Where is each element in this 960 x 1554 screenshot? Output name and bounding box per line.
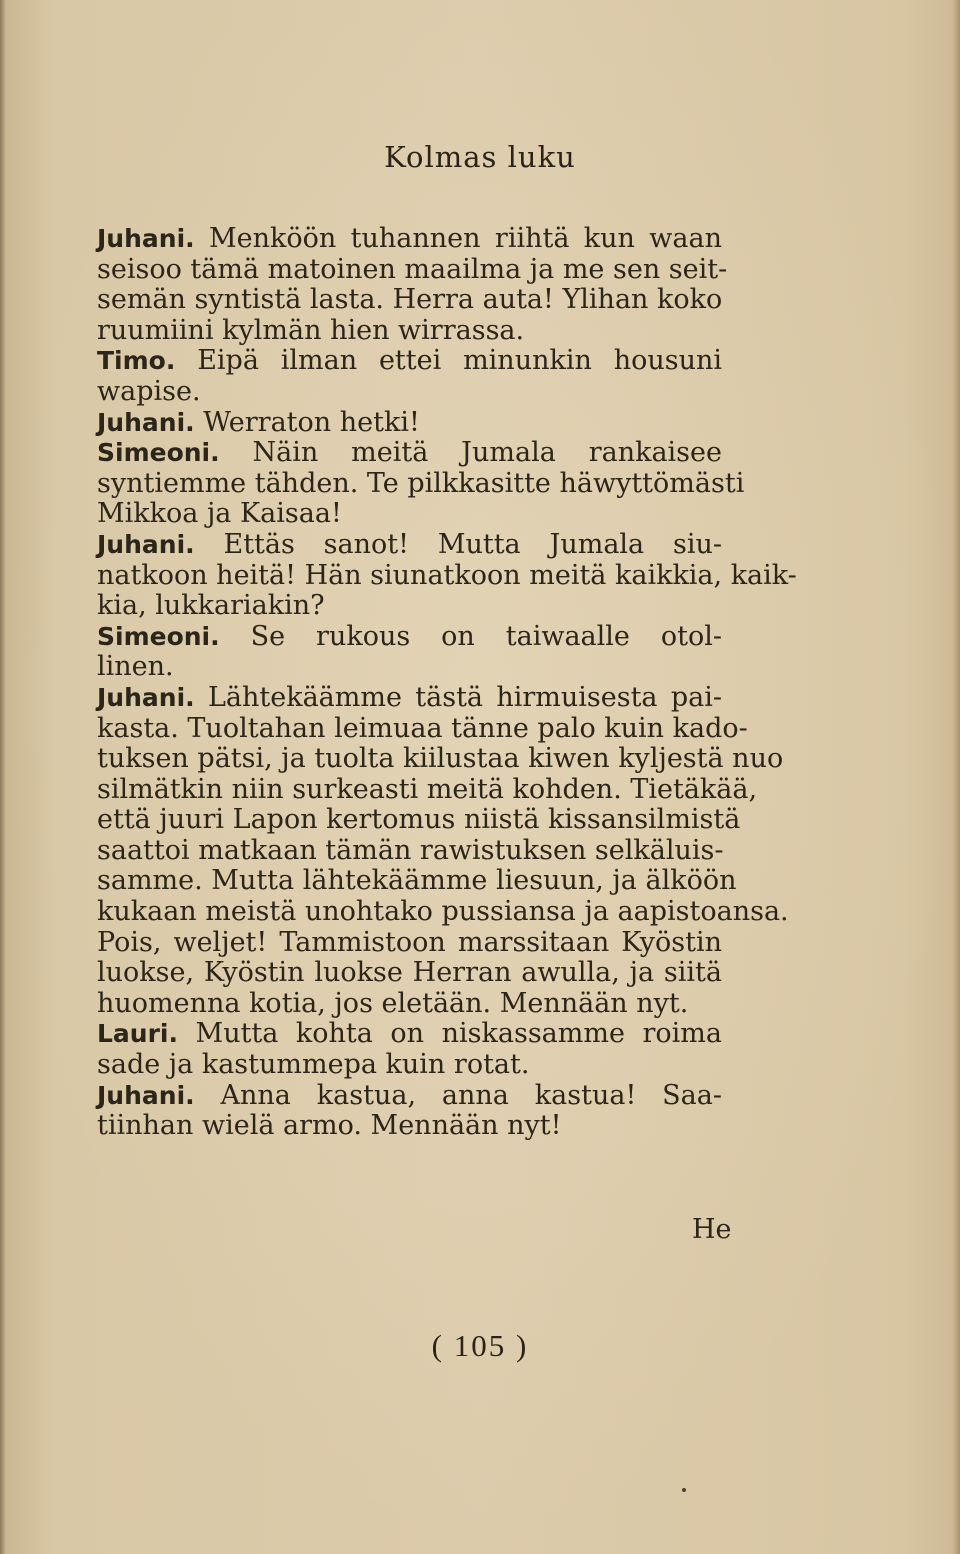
chapter-title: Kolmas luku [384,140,576,174]
page-right-edge [952,0,960,1554]
line-text: Anna kastua, anna kastua! Saa- [194,1079,722,1111]
speaker-name: Juhani. [97,407,195,437]
page-left-edge [0,0,6,1554]
line-text: Se rukous on taiwaalle otol- [219,620,722,652]
line-text: kasta. Tuoltahan leimuaa tänne palo kuin kado- [97,712,748,744]
speaker-name: Juhani. [97,1080,195,1110]
text-line [97,1111,722,1142]
speaker-name: Juhani. [97,682,195,712]
line-text: syntiemme tähden. Te pilkkasitte häwyttömästi [97,467,745,499]
text-line [97,1019,722,1050]
speaker-name: Simeoni. [97,438,220,468]
line-text: Lähtekäämme tästä hirmuisesta pai- [194,681,722,713]
text-line [97,865,737,897]
text-line [97,958,722,989]
line-text: saattoi matkaan tämän rawistuksen selkäluis- [97,834,724,866]
speaker-name: Juhani. [97,529,195,559]
text-line [97,591,722,622]
line-text: silmätkin niin surkeasti meitä kohden. Tietäkää, [97,773,758,805]
line-text: samme. Mutta lähtekäämme liesuun, ja älköön [97,865,737,897]
text-line [97,530,722,561]
line-text: semän syntistä lasta. Herra auta! Ylihan koko [97,284,723,316]
line-text: ruumiini kylmän hien wirrassa. [97,314,525,346]
line-text: seisoo tämä matoinen maailma ja me sen seit- [97,253,728,285]
line-text: Werraton hetki! [194,406,420,438]
line-text: Ettäs sanot! Mutta Jumala siu- [194,528,722,560]
text-line [97,285,722,316]
line-text: Näin meitä Jumala rankaisee [219,437,722,469]
text-line [97,622,722,653]
dialogue-text [97,223,797,1142]
line-text: Mutta kohta on niskassamme roima [178,1018,722,1050]
text-line [97,928,722,959]
text-line [97,743,784,775]
line-text: tiinhan wielä armo. Mennään nyt! [97,1110,562,1142]
line-text: että juuri Lapon kertomus niistä kissansilmistä [97,804,741,836]
text-line [97,408,722,439]
text-line [97,467,745,500]
text-line [97,224,722,255]
line-text: tuksen pätsi, ja tuolta kiilustaa kiwen kyljestä nuo [97,743,784,775]
line-text: Mikkoa ja Kaisaa! [97,498,342,530]
text-line [97,346,722,377]
line-text: wapise. [97,375,201,407]
text-line [97,712,748,745]
line-text: kukaan meistä unohtako pussiansa ja aapistoansa. [97,896,789,928]
text-line [97,773,758,806]
line-text: linen. [97,651,174,683]
line-text: luokse, Kyöstin luokse Herran awulla, ja siitä [97,957,722,989]
text-line [97,1081,722,1112]
line-text: huomenna kotia, jos eletään. Mennään nyt. [97,987,689,1019]
line-text: Pois, weljet! Tammistoon marssitaan Kyöstin [97,926,722,958]
text-line [97,377,722,408]
text-line [97,559,797,592]
text-line [97,1050,722,1081]
speaker-name: Timo. [97,346,176,376]
text-line [97,652,722,683]
ink-speck [682,1488,686,1492]
text-line [97,438,722,469]
speaker-name: Lauri. [97,1019,178,1049]
text-line [97,316,722,347]
catchword: He [692,1214,732,1245]
text-line [97,989,722,1020]
text-line [97,836,722,867]
text-line [97,683,722,714]
line-text: kia, lukkariakin? [97,590,325,622]
line-text: Menköön tuhannen riihtä kun waan [194,223,722,254]
speaker-name: Simeoni. [97,621,220,651]
page-number: ( 105 ) [431,1328,529,1363]
text-line [97,499,722,530]
text-line [97,804,741,836]
line-text: natkoon heitä! Hän siunatkoon meitä kaikkia, kaik- [97,559,797,591]
text-line [97,896,789,928]
line-text: sade ja kastummepa kuin rotat. [97,1049,530,1081]
line-text: Eipä ilman ettei minunkin housuni [175,345,722,377]
text-line [97,253,728,286]
speaker-name: Juhani. [97,224,195,253]
